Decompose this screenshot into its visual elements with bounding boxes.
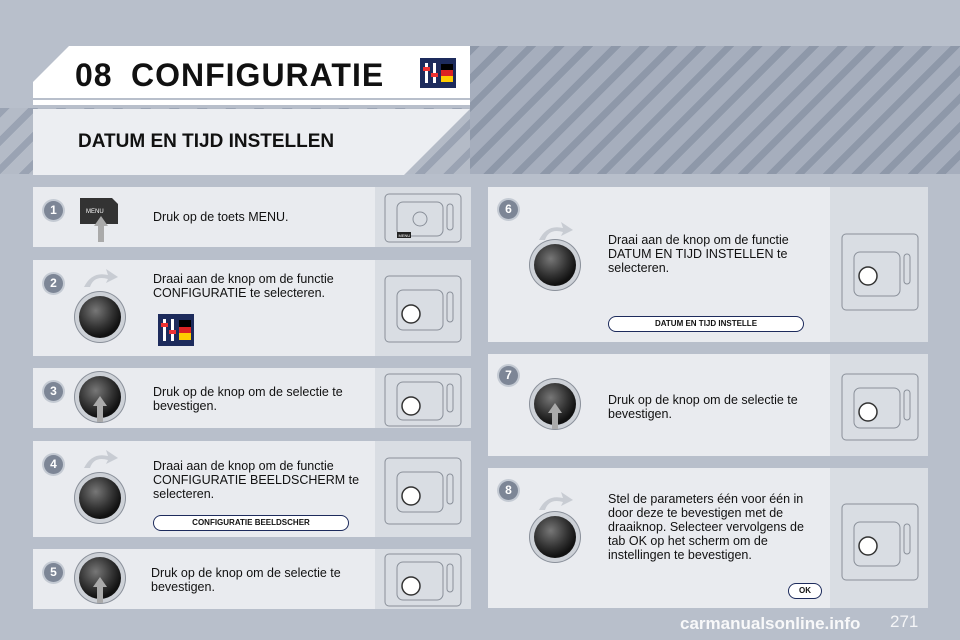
step-text: Draai aan de knop om de functie CONFIGURATIE te selecteren. <box>153 272 334 300</box>
step-text: Druk op de toets MENU. <box>153 210 289 224</box>
step-text: Draai aan de knop om de functie CONFIGURATIE BEELDSCHERM te selecteren. <box>153 459 360 501</box>
screen-ok-tab: OK <box>788 583 822 599</box>
radio-menu-label: MENU <box>398 233 411 238</box>
step-text: Druk op de knop om de selectie te bevestigen. <box>153 385 343 413</box>
radio-faceplate-icon <box>383 552 463 608</box>
step-text: Stel de parameters één voor één in door deze te bevestigen met de draaiknop. Selecteer vervolgens de tab OK op het scherm om de instellingen te bevestigen. <box>608 492 804 562</box>
push-arrow-icon <box>94 216 108 242</box>
rotate-arrow-icon <box>537 222 573 242</box>
step-text: Druk op de knop om de selectie te bevestigen. <box>151 566 341 594</box>
screen-item-datum-en-tijd: DATUM EN TIJD INSTELLE <box>608 316 804 332</box>
step-number: 4 <box>44 455 63 474</box>
radio-faceplate-icon <box>383 372 463 428</box>
radio-faceplate-icon <box>840 232 920 312</box>
page-number: 271 <box>890 612 919 631</box>
radio-faceplate-icon <box>383 456 463 526</box>
step-number: 7 <box>499 366 518 385</box>
configuration-icon <box>158 314 194 346</box>
watermark: carmanualsonline.info <box>680 614 861 633</box>
radio-faceplate-icon <box>840 502 920 582</box>
page-title: CONFIGURATIE <box>131 57 385 93</box>
configuration-icon <box>420 58 456 88</box>
step-number: 2 <box>44 274 63 293</box>
rotate-arrow-icon <box>82 450 118 470</box>
radio-faceplate-icon <box>840 372 920 442</box>
step-number: 3 <box>44 382 63 401</box>
menu-key-label: MENU <box>86 209 104 215</box>
title-underline <box>33 100 470 105</box>
step-number: 6 <box>499 200 518 219</box>
step-number: 8 <box>499 481 518 500</box>
screen-item-configuratie-beeldscherm: CONFIGURATIE BEELDSCHER <box>153 515 349 531</box>
push-arrow-icon <box>93 577 107 603</box>
radio-faceplate-icon <box>383 274 463 344</box>
push-arrow-icon <box>548 403 562 429</box>
rotate-arrow-icon <box>82 269 118 289</box>
rotary-knob-icon <box>79 477 121 519</box>
push-arrow-icon <box>93 396 107 422</box>
step-text: Draai aan de knop om de functie DATUM EN TIJD INSTELLEN te selecteren. <box>608 233 789 275</box>
rotate-arrow-icon <box>537 492 573 512</box>
rotary-knob-icon <box>79 296 121 338</box>
section-title: DATUM EN TIJD INSTELLEN <box>78 131 335 152</box>
step-text: Druk op de knop om de selectie te bevestigen. <box>608 393 798 421</box>
header-stripes <box>470 46 960 174</box>
step-number: 1 <box>44 201 63 220</box>
step-number: 5 <box>44 563 63 582</box>
chapter-number: 08 <box>75 57 113 93</box>
radio-faceplate-icon <box>383 192 463 244</box>
rotary-knob-icon <box>534 244 576 286</box>
rotary-knob-icon <box>534 516 576 558</box>
